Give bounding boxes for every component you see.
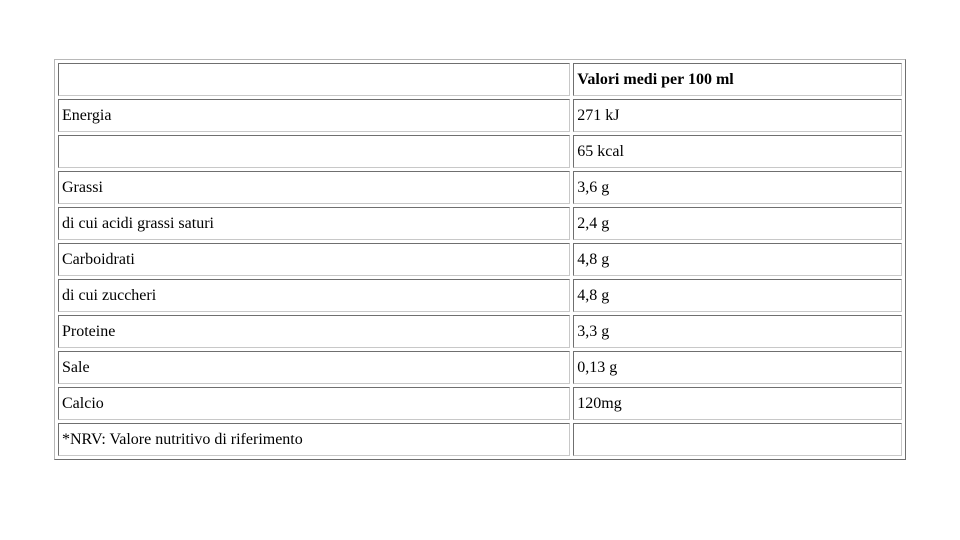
nutrient-name: Calcio bbox=[58, 387, 570, 420]
nutrient-name: Grassi bbox=[58, 171, 570, 204]
header-value-cell: Valori medi per 100 ml bbox=[573, 63, 902, 96]
nutrient-value: 271 kJ bbox=[573, 99, 902, 132]
nutrient-name bbox=[58, 135, 570, 168]
table-row bbox=[58, 279, 902, 312]
header-name-cell bbox=[58, 63, 570, 96]
nutrient-name: Energia bbox=[58, 99, 570, 132]
table-row bbox=[58, 423, 902, 456]
nutrient-name: di cui acidi grassi saturi bbox=[58, 207, 570, 240]
nutrient-name: di cui zuccheri bbox=[58, 279, 570, 312]
table-row bbox=[58, 207, 902, 240]
nutrient-name: Proteine bbox=[58, 315, 570, 348]
nutrient-value: 3,3 g bbox=[573, 315, 902, 348]
table-row bbox=[58, 351, 902, 384]
nutrition-table bbox=[54, 59, 906, 460]
nutrient-value: 4,8 g bbox=[573, 279, 902, 312]
nutrient-name: Sale bbox=[58, 351, 570, 384]
nutrient-name: Carboidrati bbox=[58, 243, 570, 276]
nutrient-value: 2,4 g bbox=[573, 207, 902, 240]
table-row bbox=[58, 243, 902, 276]
nutrient-value: 65 kcal bbox=[573, 135, 902, 168]
table-row bbox=[58, 99, 902, 132]
nutrient-value: 0,13 g bbox=[573, 351, 902, 384]
nutrient-value: 120mg bbox=[573, 387, 902, 420]
table-header-row bbox=[58, 63, 902, 96]
table-row bbox=[58, 135, 902, 168]
table-row bbox=[58, 171, 902, 204]
table-row bbox=[58, 387, 902, 420]
nutrient-value: 4,8 g bbox=[573, 243, 902, 276]
empty-value-cell bbox=[573, 423, 902, 456]
footnote-cell: *NRV: Valore nutritivo di riferimento bbox=[58, 423, 570, 456]
nutrient-value: 3,6 g bbox=[573, 171, 902, 204]
table-row bbox=[58, 315, 902, 348]
